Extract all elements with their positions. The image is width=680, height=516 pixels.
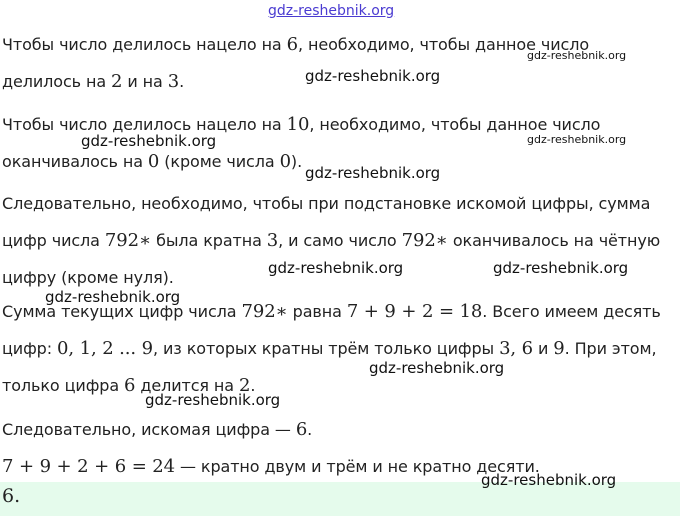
answer-value: 6.: [2, 485, 21, 507]
text-fragment: , из которых кратны трём только цифры: [153, 339, 500, 358]
paragraph-divisibility-by-6: [2, 26, 589, 100]
text-fragment: , необходимо, чтобы данное число: [298, 35, 590, 54]
text-fragment: оканчивалось на: [2, 152, 148, 171]
text-fragment: , необходимо, чтобы данное число: [309, 115, 601, 134]
text-fragment: , и само число: [278, 231, 402, 250]
watermark-top: gdz-reshebnik.org: [268, 3, 395, 19]
text-fragment: цифр:: [2, 339, 58, 358]
text-fragment: и: [533, 339, 554, 358]
watermark: gdz-reshebnik.org: [145, 391, 281, 409]
watermark: gdz-reshebnik.org: [268, 259, 404, 277]
math-number: 6: [295, 419, 308, 440]
text-fragment: Следовательно, необходимо, чтобы при подстановке искомой цифры, сумма: [2, 194, 651, 213]
text-fragment: .: [250, 376, 256, 395]
math-expression: 3, 6: [499, 338, 534, 359]
watermark: gdz-reshebnik.org: [305, 164, 441, 182]
text-fragment: делилось на: [2, 72, 112, 91]
math-expression: 792∗: [241, 301, 288, 322]
text-fragment: Следовательно, искомая цифра —: [2, 420, 296, 439]
text-fragment: только цифра: [2, 376, 125, 395]
paragraph-digit-sum: [2, 293, 661, 404]
text-fragment: — кратно двум и трём и не кратно десяти.: [175, 457, 540, 476]
paragraph-final-digit: [2, 411, 540, 485]
text-fragment: . При этом,: [564, 339, 657, 358]
text-fragment: цифру (кроме нуля).: [2, 268, 174, 287]
text-fragment: (кроме числа: [159, 152, 280, 171]
text-fragment: оканчивалось на чётную: [447, 231, 661, 250]
paragraph-conclusion-conditions: [2, 185, 660, 296]
text-fragment: Сумма текущих цифр числа: [2, 302, 242, 321]
watermark: gdz-reshebnik.org: [369, 359, 505, 377]
watermark: gdz-reshebnik.org: [493, 259, 629, 277]
text-fragment: Чтобы число делилось нацело на: [2, 35, 287, 54]
watermark: gdz-reshebnik.org: [305, 67, 441, 85]
math-number: 9: [553, 338, 565, 359]
text-fragment: и на: [122, 72, 168, 91]
text-fragment: цифр числа: [2, 231, 105, 250]
text-fragment: .: [307, 420, 313, 439]
math-expression: 792∗: [104, 230, 152, 251]
math-number: 6: [286, 34, 298, 55]
math-number: 0: [147, 151, 160, 172]
math-number: 3: [167, 71, 180, 92]
text-fragment: .: [179, 72, 185, 91]
watermark: gdz-reshebnik.org: [481, 471, 617, 489]
math-expression: 7 + 9 + 2 + 6 = 24: [2, 456, 176, 477]
text-fragment: была кратна: [151, 231, 267, 250]
math-number: 2: [239, 375, 251, 396]
math-number: 2: [111, 71, 123, 92]
watermark: gdz-reshebnik.org: [81, 132, 217, 150]
math-number: 6: [124, 375, 136, 396]
text-fragment: . Всего имеем десять: [482, 302, 661, 321]
math-expression: 7 + 9 + 2 = 18: [346, 301, 483, 322]
math-number: 10: [286, 114, 310, 135]
text-fragment: Чтобы число делилось нацело на: [2, 115, 287, 134]
text-fragment: равна: [287, 302, 347, 321]
watermark: gdz-reshebnik.org: [527, 133, 627, 146]
math-expression: 0, 1, 2 ... 9: [57, 338, 154, 359]
math-expression: 792∗: [401, 230, 448, 251]
text-fragment: делится на: [135, 376, 239, 395]
watermark: gdz-reshebnik.org: [45, 288, 181, 306]
text-fragment: ).: [290, 152, 303, 171]
math-number: 3: [266, 230, 279, 251]
watermark: gdz-reshebnik.org: [527, 49, 627, 62]
math-number: 0: [279, 151, 291, 172]
